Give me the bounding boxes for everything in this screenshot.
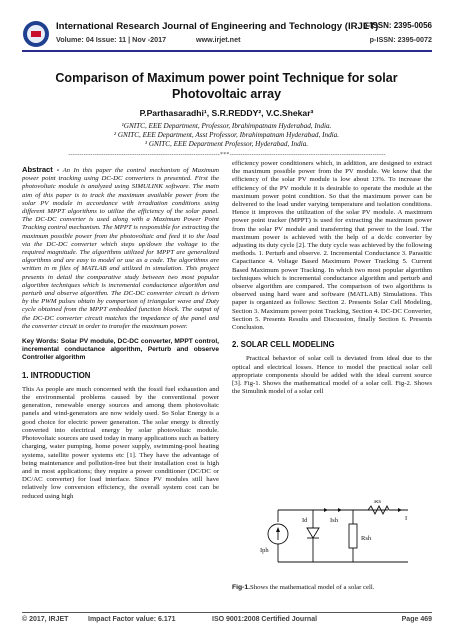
affiliation-3: ³ GNITC, EEE Department Professor, Hyderabad, India. <box>144 140 309 148</box>
journal-name: International Research Journal of Engineering and Technology (IRJET) <box>56 21 379 32</box>
section-1-text: This As people are much concerned with the fossil fuel exhaustion and the environmental problems caused by the conventional power generation, renewable energy sources and among them photovoltaic panels and wind-generators are now widely used. So Solar Energy is a good choice for electric power generation. The solar energy is directly converted into electrical energy by solar photovoltaic module. Photovoltaic sources are used today in many applications such as battery charging, water pumping, home power supply, swimming-pool heating systems, satellite power systems etc [1]. They have the advantage of being maintenance and pollution-free but their installation cost is high and in most applications; they require a power conditioner (DC/DC or DC/AC converter) for load interface. Since PV modules still have relatively low conversion efficiency, the overall system cost can be reduced using high <box>22 385 219 500</box>
solar-cell-circuit-diagram <box>258 500 418 572</box>
affiliation-1: ¹GNITC, EEE Department, Professor, Ibrahimpatnam Hyderabad, India. <box>121 122 332 130</box>
abstract-text: An In this paper the control mechanism of Maximum power point tracking using DC-DC converters is presented. First the photovoltaic module is analyzed using SIMULINK software. The main aim of this paper is to track the maximum available power from the solar PV module in accordance with irradiation conditions using different MPPT algorithms to utilize the efficiency of the solar panel. The DC-DC converter is used along with a Maximum Power Point Tracking control mechanism. The MPPT is responsible for extracting the maximum possible power from the photovoltaic and feed it to the load via the DC-DC converter which steps up/down the voltage to the required magnitude. The algorithms utilized for MPPT are generalized algorithms and are easy to model or use as a code. The algorithms are written in m files of MATLAB and utilized in simulation. This project presents in detail the comparative study between two most popular algorithm techniques which is incremental conductance algorithm and perturb and observe algorithm. The DC-DC converter circuit is driven by the PWM pulses obtain by comparison of triangular wave and Duty cycle obtained from the MPPT embedded function block. The output of the DC-DC converter circuit matches the impedance of the panel and the converter circuit in order to transfer the maximum power. <box>22 167 219 330</box>
section-1-heading: 1. INTRODUCTION <box>22 370 91 380</box>
figure-caption-text: Shows the mathematical model of a solar cell. <box>250 584 375 591</box>
irjet-logo-icon <box>22 20 50 48</box>
eissn: e-ISSN: 2395-0056 <box>363 21 432 30</box>
volume-issue: Volume: 04 Issue: 11 | Nov -2017 <box>56 35 167 44</box>
separator-line: ---------------------------------------------------------------------***----------------------------------------------------------------------- <box>68 152 386 158</box>
abstract <box>22 166 219 331</box>
right-column <box>232 160 432 396</box>
section-2-heading: 2. SOLAR CELL MODELING <box>232 340 335 350</box>
label-rs: Rs <box>374 500 381 505</box>
label-ish: Ish <box>330 517 338 524</box>
keywords: Key Words: Solar PV module, DC-DC converter, MPPT control, incremental conductance algorithm, Perturb and observe Controller algorithm <box>22 338 219 362</box>
journal-header <box>22 20 432 48</box>
footer-iso: ISO 9001:2008 Certified Journal <box>212 616 318 623</box>
paper-authors: P.Parthasaradhi¹, S.R.REDDY², V.C.Shekar³ <box>139 108 314 118</box>
figure-1-caption <box>232 584 432 591</box>
footer-page-number: Page 469 <box>401 616 432 623</box>
paper-title: Comparison of Maximum power point Technique for solar Photovoltaic array <box>55 71 398 101</box>
header-rule <box>22 50 432 52</box>
label-id: Id <box>302 517 308 524</box>
footer-rule <box>22 612 432 613</box>
footer-copyright: © 2017, IRJET <box>22 616 69 623</box>
section-2-text: Practical behavior of solar cell is deviated from ideal due to the optical and electrical losses. Hence to model the practical solar cell appropriate components should be added with the ideal current source [3]. Fig-1. Shows the mathematical model of a solar cell. Fig-2. Shows the Simulink model of a solar cell <box>232 355 432 396</box>
label-rsh: Rsh <box>361 535 372 542</box>
left-column <box>22 166 219 501</box>
pissn: p-ISSN: 2395-0072 <box>369 35 432 44</box>
affiliation-2: ² GNITC, EEE Department, Asst Professor, Ibrahimpatnam Hyderabad, India. <box>113 131 340 139</box>
label-iph: Iph <box>260 547 269 554</box>
abstract-label: Abstract - <box>22 165 60 174</box>
figure-label: Fig-1. <box>232 584 250 591</box>
intro-continued-text: efficiency power conditioners which, in addition, are designed to extract the maximum possible power from the PV module. We know that the efficiency of the solar PV module is low about 13%. To increase the efficiency of the PV module it is desirable to operate the module at the maximum power point condition. So that the maximum power can be delivered to the load under varying temperature and isolation conditions. Hence it improves the utilization of the solar PV module. A maximum power point tracker (MPPT) is used for extracting the maximum power from the solar PV module and transferring that power to the load. The maximum power is achieved with the help of a dc/dc converter by adjusting its duty cycle [2]. The duty cycle was achieved by the following methods. 1. Perturb and observe. 2. Incremental Conductance 3. Parasitic Capacitance 4. Voltage Based Maximum Power Tracking 5. Current Based Maximum power Tracking. In which two most popular algorithm techniques which is incremental conductance algorithm and perturb and observe algorithm are compared. The comparison of two algorithms is observed using hard ware and software (MATLAB) Simulations. This paper is organized as follows: Section 2. Presents Solar Cell Modeling, Section 3. Maximum power point Tracking, Section 4. DC-DC Converter, Section 5. Presents Results and Discussion, finally Section 6. Presents Conclusion. <box>232 160 432 332</box>
label-i: I <box>405 515 408 522</box>
journal-website: www.irjet.net <box>196 35 241 44</box>
footer-impact-factor: Impact Factor value: 6.171 <box>88 616 176 623</box>
